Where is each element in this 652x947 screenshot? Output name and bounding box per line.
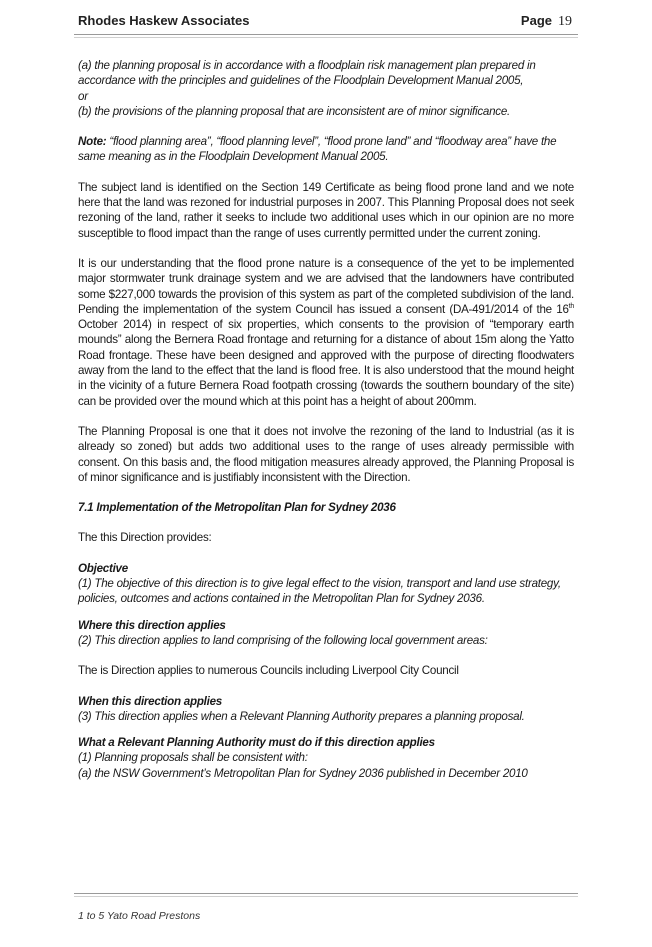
page-label: Page bbox=[520, 13, 552, 28]
note-paragraph bbox=[78, 134, 574, 165]
company-name: Rhodes Haskew Associates bbox=[78, 13, 250, 28]
paragraph-2-part-a: It is our understanding that the flood prone nature is a consequence of the yet to be implemented major stormwater trunk drainage system and we are advised that the landowners have contributed some $227,000 towards the provision of this system as part of the completed subdivision of the land. Pending the implementation of the system Council has issued a consent (DA-491/2014 of the 16 bbox=[78, 256, 574, 316]
when-text: (3) This direction applies when a Relevant Planning Authority prepares a planning proposal. bbox=[78, 709, 525, 723]
objective-text: (1) The objective of this direction is to give legal effect to the vision, transport and land use strategy, policies, outcomes and actions contained in the Metropolitan Plan for Sydney 2036. bbox=[78, 577, 561, 606]
direction-provides: The this Direction provides: bbox=[78, 531, 212, 545]
what-text-1: (1) Planning proposals shall be consistent with: bbox=[78, 751, 308, 765]
note-label: Note: bbox=[78, 135, 107, 149]
what-text-2: (a) the NSW Government’s Metropolitan Plan for Sydney 2036 published in December 2010 bbox=[78, 766, 528, 780]
where-heading: Where this direction applies bbox=[78, 618, 226, 632]
when-heading: When this direction applies bbox=[78, 694, 222, 708]
document-body bbox=[78, 58, 574, 781]
what-heading: What a Relevant Planning Authority must do if this direction applies bbox=[78, 736, 435, 750]
clause-b: (b) the provisions of the planning proposal that are inconsistent are of minor significance. bbox=[78, 104, 510, 118]
paragraph-2-part-b: October 2014) in respect of six properties, which consents to the provision of “temporary earth mounds” along the Bernera Road frontage and returning for a distance of about 15m along the Yatto Road frontage. These have been designed and approved with the purpose of directing floodwaters away from the land to the effect that the land is flood free. It is also understood that the mound height in the vicinity of a future Bernera Road footpath crossing (towards the southern boundary of the site) can be provided over the mound which at this point has a height of about 200mm. bbox=[78, 318, 574, 408]
footer-divider bbox=[74, 893, 578, 897]
header-divider bbox=[74, 34, 578, 38]
note-text: “flood planning area”, “flood planning level”, “flood prone land” and “floodway area” have the same meaning as in the Floodplain Development Manual 2005. bbox=[78, 135, 557, 164]
footer-address: 1 to 5 Yato Road Prestons bbox=[78, 910, 201, 922]
page-number-block bbox=[521, 13, 572, 30]
ordinal-suffix: th bbox=[568, 303, 574, 310]
page-header bbox=[78, 10, 574, 32]
page-number: 19 bbox=[558, 14, 572, 29]
objective-heading: Objective bbox=[78, 561, 128, 575]
paragraph-2 bbox=[78, 256, 574, 409]
where-text: (2) This direction applies to land comprising of the following local government areas: bbox=[78, 633, 488, 647]
paragraph-3: The Planning Proposal is one that it does not involve the rezoning of the land to Industrial (as it is already so zoned) but adds two additional uses to the range of uses already permissible with consent. On this basis and, the flood mitigation measures already approved, the Planning Proposal is of minor significance and is justifiably inconsistent with the Direction. bbox=[78, 424, 574, 484]
councils-text: The is Direction applies to numerous Councils including Liverpool City Council bbox=[78, 664, 459, 678]
clause-a: (a) the planning proposal is in accordance with a floodplain risk management plan prepared in accordance with the principles and guidelines of the Floodplain Development Manual 2005, bbox=[78, 59, 536, 88]
section-heading: 7.1 Implementation of the Metropolitan Plan for Sydney 2036 bbox=[78, 501, 396, 515]
paragraph-1: The subject land is identified on the Section 149 Certificate as being flood prone land and we note here that the land was rezoned for industrial purposes in 2007. This Planning Proposal does not seek rezoning of the land, rather it seeks to include two additional uses which in our opinion are no more susceptible to flood impact than the range of uses currently permitted under the current zoning. bbox=[78, 180, 574, 240]
clause-or: or bbox=[78, 89, 88, 103]
